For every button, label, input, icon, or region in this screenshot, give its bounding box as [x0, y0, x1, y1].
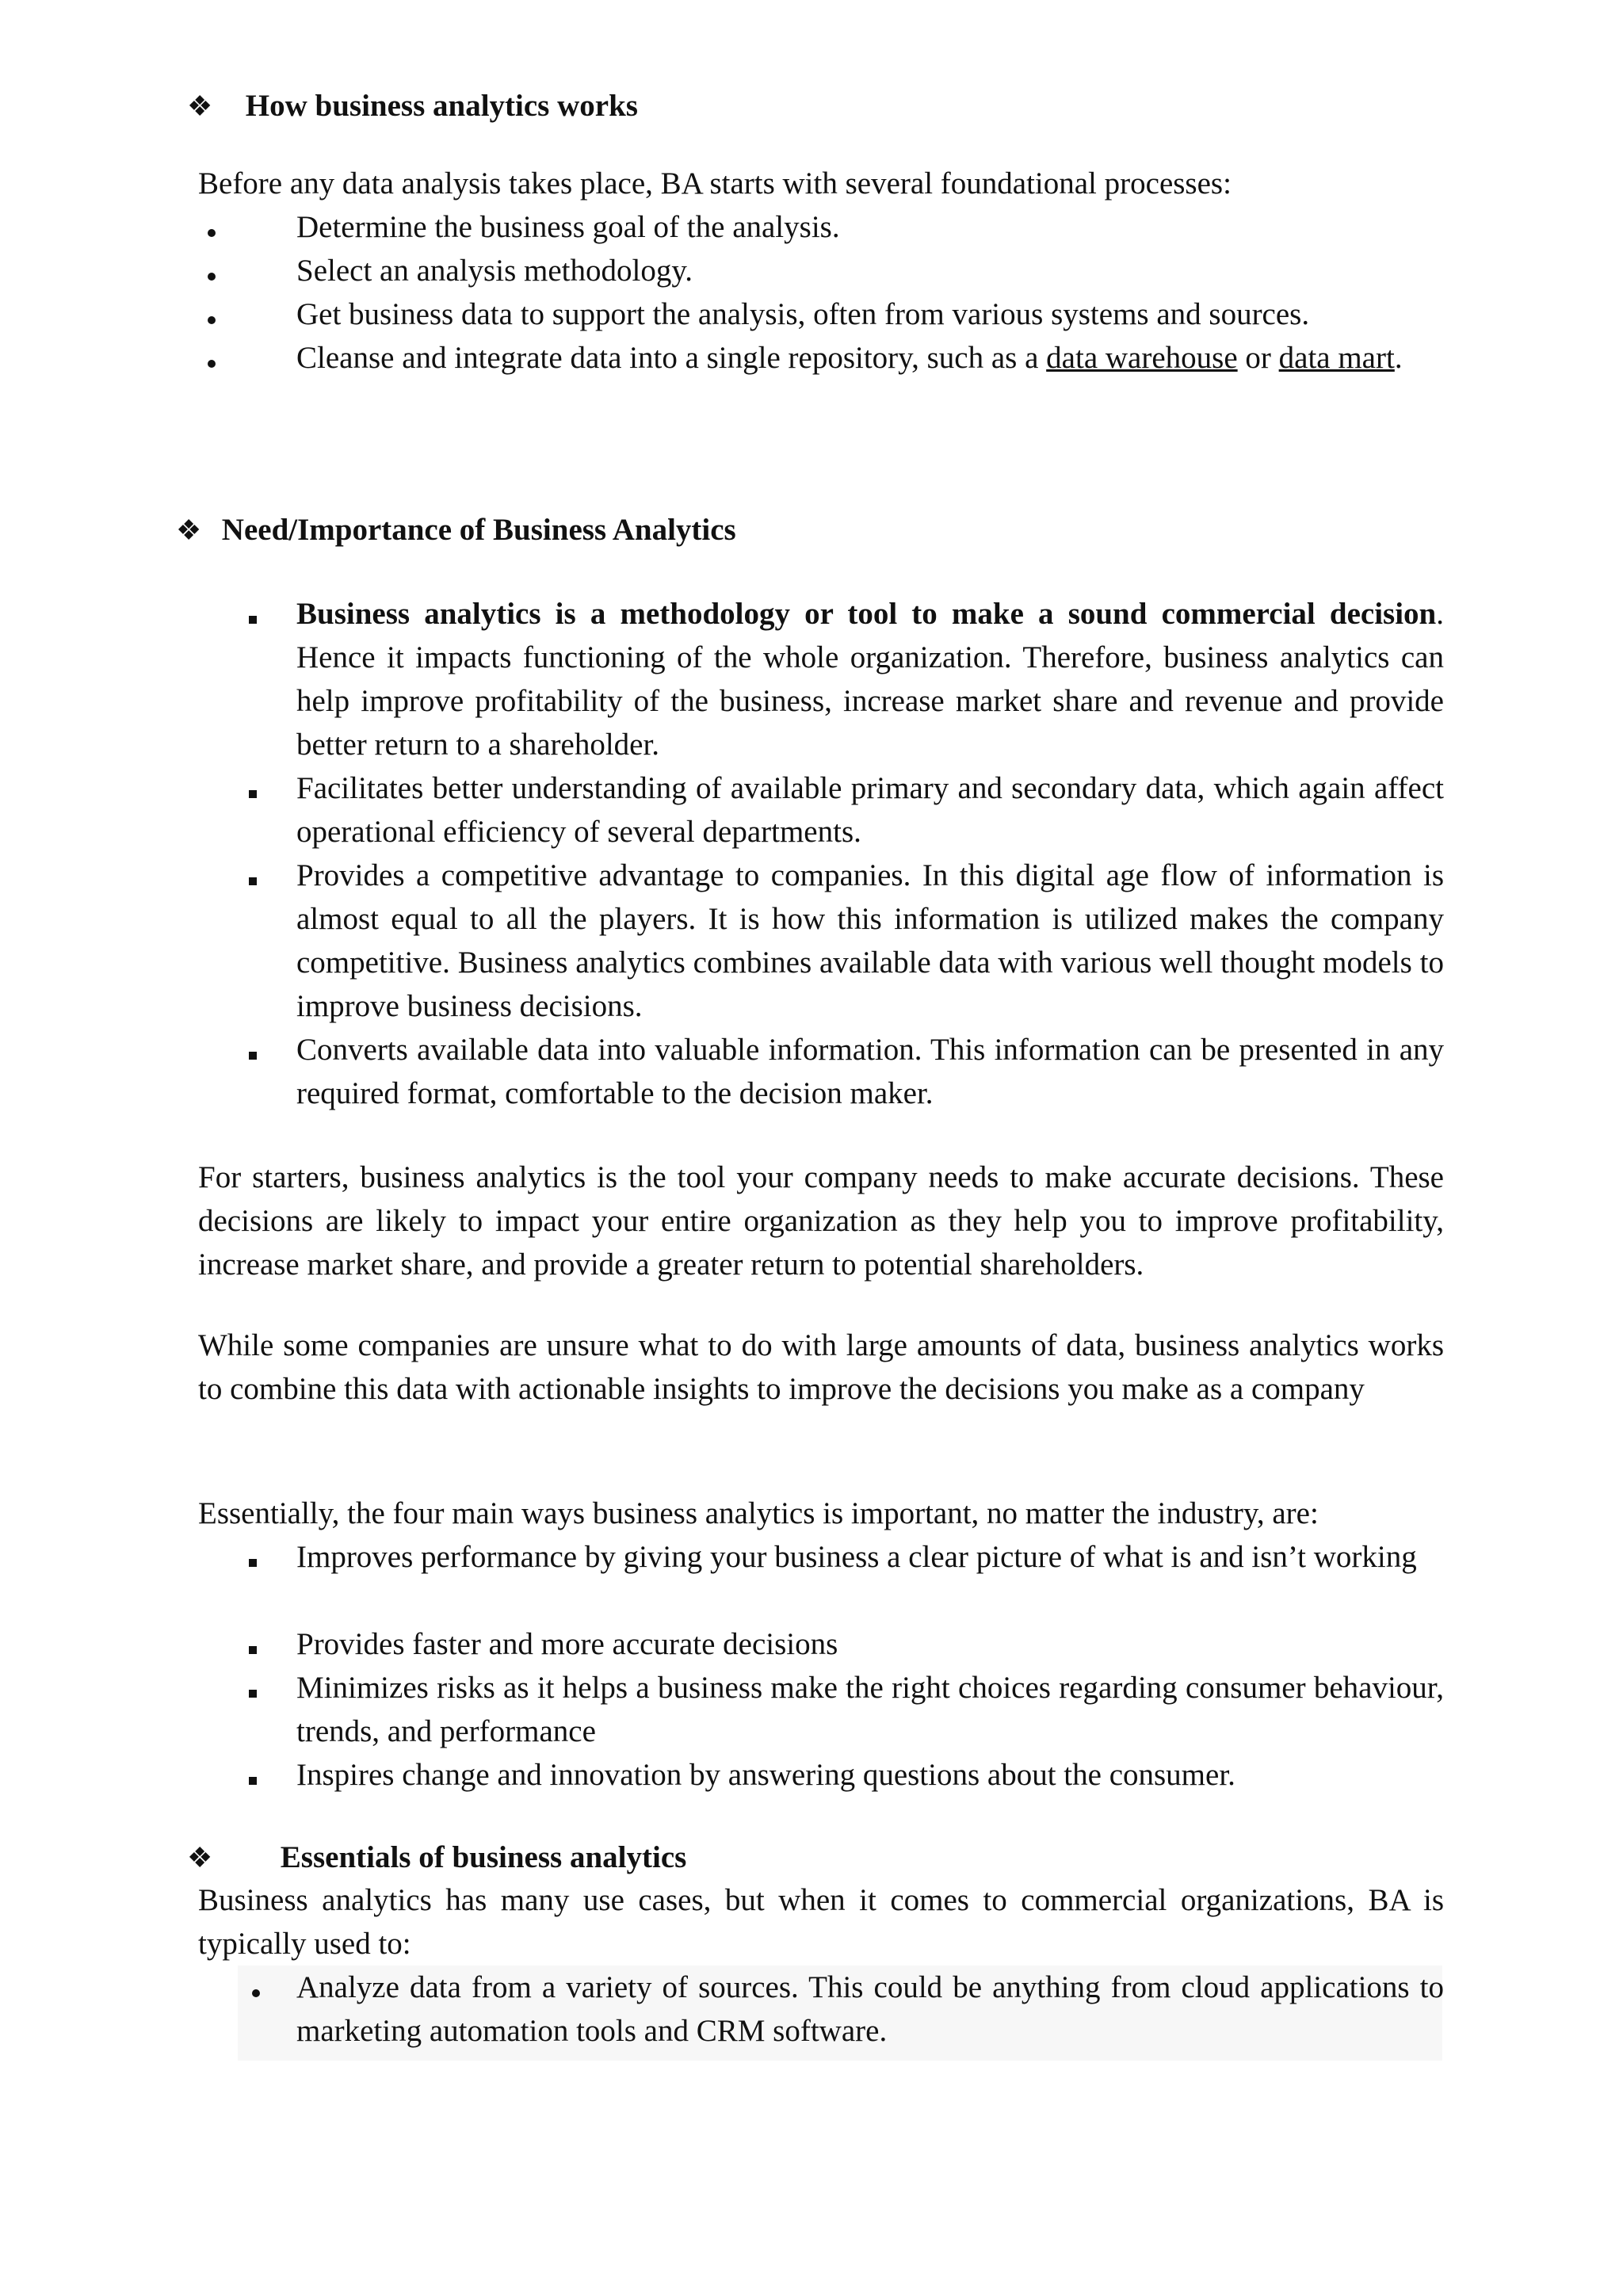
diamond-bullet-icon: ❖ [187, 90, 213, 122]
section-heading-text: Essentials of business analytics [280, 1840, 687, 1874]
section-heading-how-ba-works [187, 86, 638, 127]
diamond-bullet-icon: ❖ [187, 1842, 213, 1874]
section-heading-essentials [187, 1837, 686, 1878]
list-item-text: Get business data to support the analysis, often from various systems and sources. [296, 297, 1310, 331]
list-item [208, 292, 1444, 336]
list-item [249, 1622, 1444, 1666]
list-item [249, 854, 1444, 1028]
list-item-text: Select an analysis methodology. [296, 254, 693, 288]
round-bullet-icon [208, 336, 216, 380]
link-data-warehouse[interactable]: data warehouse [1046, 341, 1238, 375]
section-heading-need-importance [176, 510, 736, 551]
list-item-text: Minimizes risks as it helps a business make the right choices regarding consumer behaviour, trends, and performance [296, 1671, 1444, 1748]
list-item [208, 249, 1444, 292]
list-item-text: Improves performance by giving your business a clear picture of what is and isn’t working [296, 1540, 1417, 1574]
round-bullet-icon [208, 249, 216, 292]
list-item-text: Converts available data into valuable information. This information can be presented in any required format, comfortable to the decision maker. [296, 1033, 1444, 1110]
paragraph: For starters, business analytics is the tool your company needs to make accurate decisions. These decisions are likely to impact your entire organization as they help you to improve profitability, increase market share, and provide a greater return to potential shareholders. [198, 1160, 1444, 1282]
link-data-mart[interactable]: data mart [1278, 341, 1395, 375]
list-item-text: Provides faster and more accurate decisions [296, 1627, 838, 1661]
list-item-text: Analyze data from a variety of sources. This could be anything from cloud applications to marketing automation tools and CRM software. [296, 1970, 1444, 2048]
emphasis-text: Business analytics is a methodology or tool to make a sound commercial decision [296, 597, 1437, 631]
paragraph: While some companies are unsure what to do with large amounts of data, business analytics works to combine this data with actionable insights to improve the decisions you make as a company [198, 1328, 1444, 1406]
square-bullet-icon [249, 1535, 257, 1579]
diamond-bullet-icon: ❖ [176, 514, 202, 546]
list-item-text: Cleanse and integrate data into a single repository, such as a data warehouse or data mart. [296, 341, 1403, 375]
list-item [249, 1753, 1444, 1797]
section-heading-text: How business analytics works [245, 89, 638, 123]
square-bullet-icon [249, 592, 257, 636]
list-item-text: Inspires change and innovation by answering questions about the consumer. [296, 1758, 1235, 1792]
paragraph: Essentially, the four main ways business analytics is important, no matter the industry, are: [198, 1496, 1319, 1530]
section-intro: Before any data analysis takes place, BA starts with several foundational processes: [198, 166, 1232, 201]
list-item-text: Provides a competitive advantage to companies. In this digital age flow of information is almost equal to all the players. It is how this information is utilized makes the company competitive. Business analytics combines available data with various well thought models to improve business decisions. [296, 858, 1444, 1023]
square-bullet-icon [249, 1028, 257, 1072]
list-item [208, 336, 1444, 423]
list-item [249, 1666, 1444, 1753]
round-bullet-icon [208, 205, 216, 249]
round-bullet-icon [208, 292, 216, 336]
list-item [249, 1028, 1444, 1115]
list-item [249, 1535, 1444, 1622]
list-item [249, 592, 1444, 766]
list-item [249, 766, 1444, 854]
square-bullet-icon [249, 1622, 257, 1666]
list-item [252, 1966, 1444, 2053]
list-item-text: Business analytics is a methodology or tool to make a sound commercial decision. Hence it impacts functioning of the whole organization. Therefore, business analytics can help improve profitability of the business, increase market share and revenue and provide better return to a shareholder. [296, 597, 1444, 762]
square-bullet-icon [249, 1753, 257, 1797]
square-bullet-icon [249, 1666, 257, 1710]
round-bullet-icon [252, 1966, 260, 2009]
list-item [208, 205, 1444, 249]
section-intro: Business analytics has many use cases, but when it comes to commercial organizations, BA is typically used to: [198, 1883, 1444, 1961]
list-item-text: Determine the business goal of the analysis. [296, 210, 840, 244]
square-bullet-icon [249, 766, 257, 810]
square-bullet-icon [249, 854, 257, 897]
list-item-text: Facilitates better understanding of available primary and secondary data, which again affect operational efficiency of several departments. [296, 771, 1444, 849]
section-heading-text: Need/Importance of Business Analytics [221, 513, 736, 547]
